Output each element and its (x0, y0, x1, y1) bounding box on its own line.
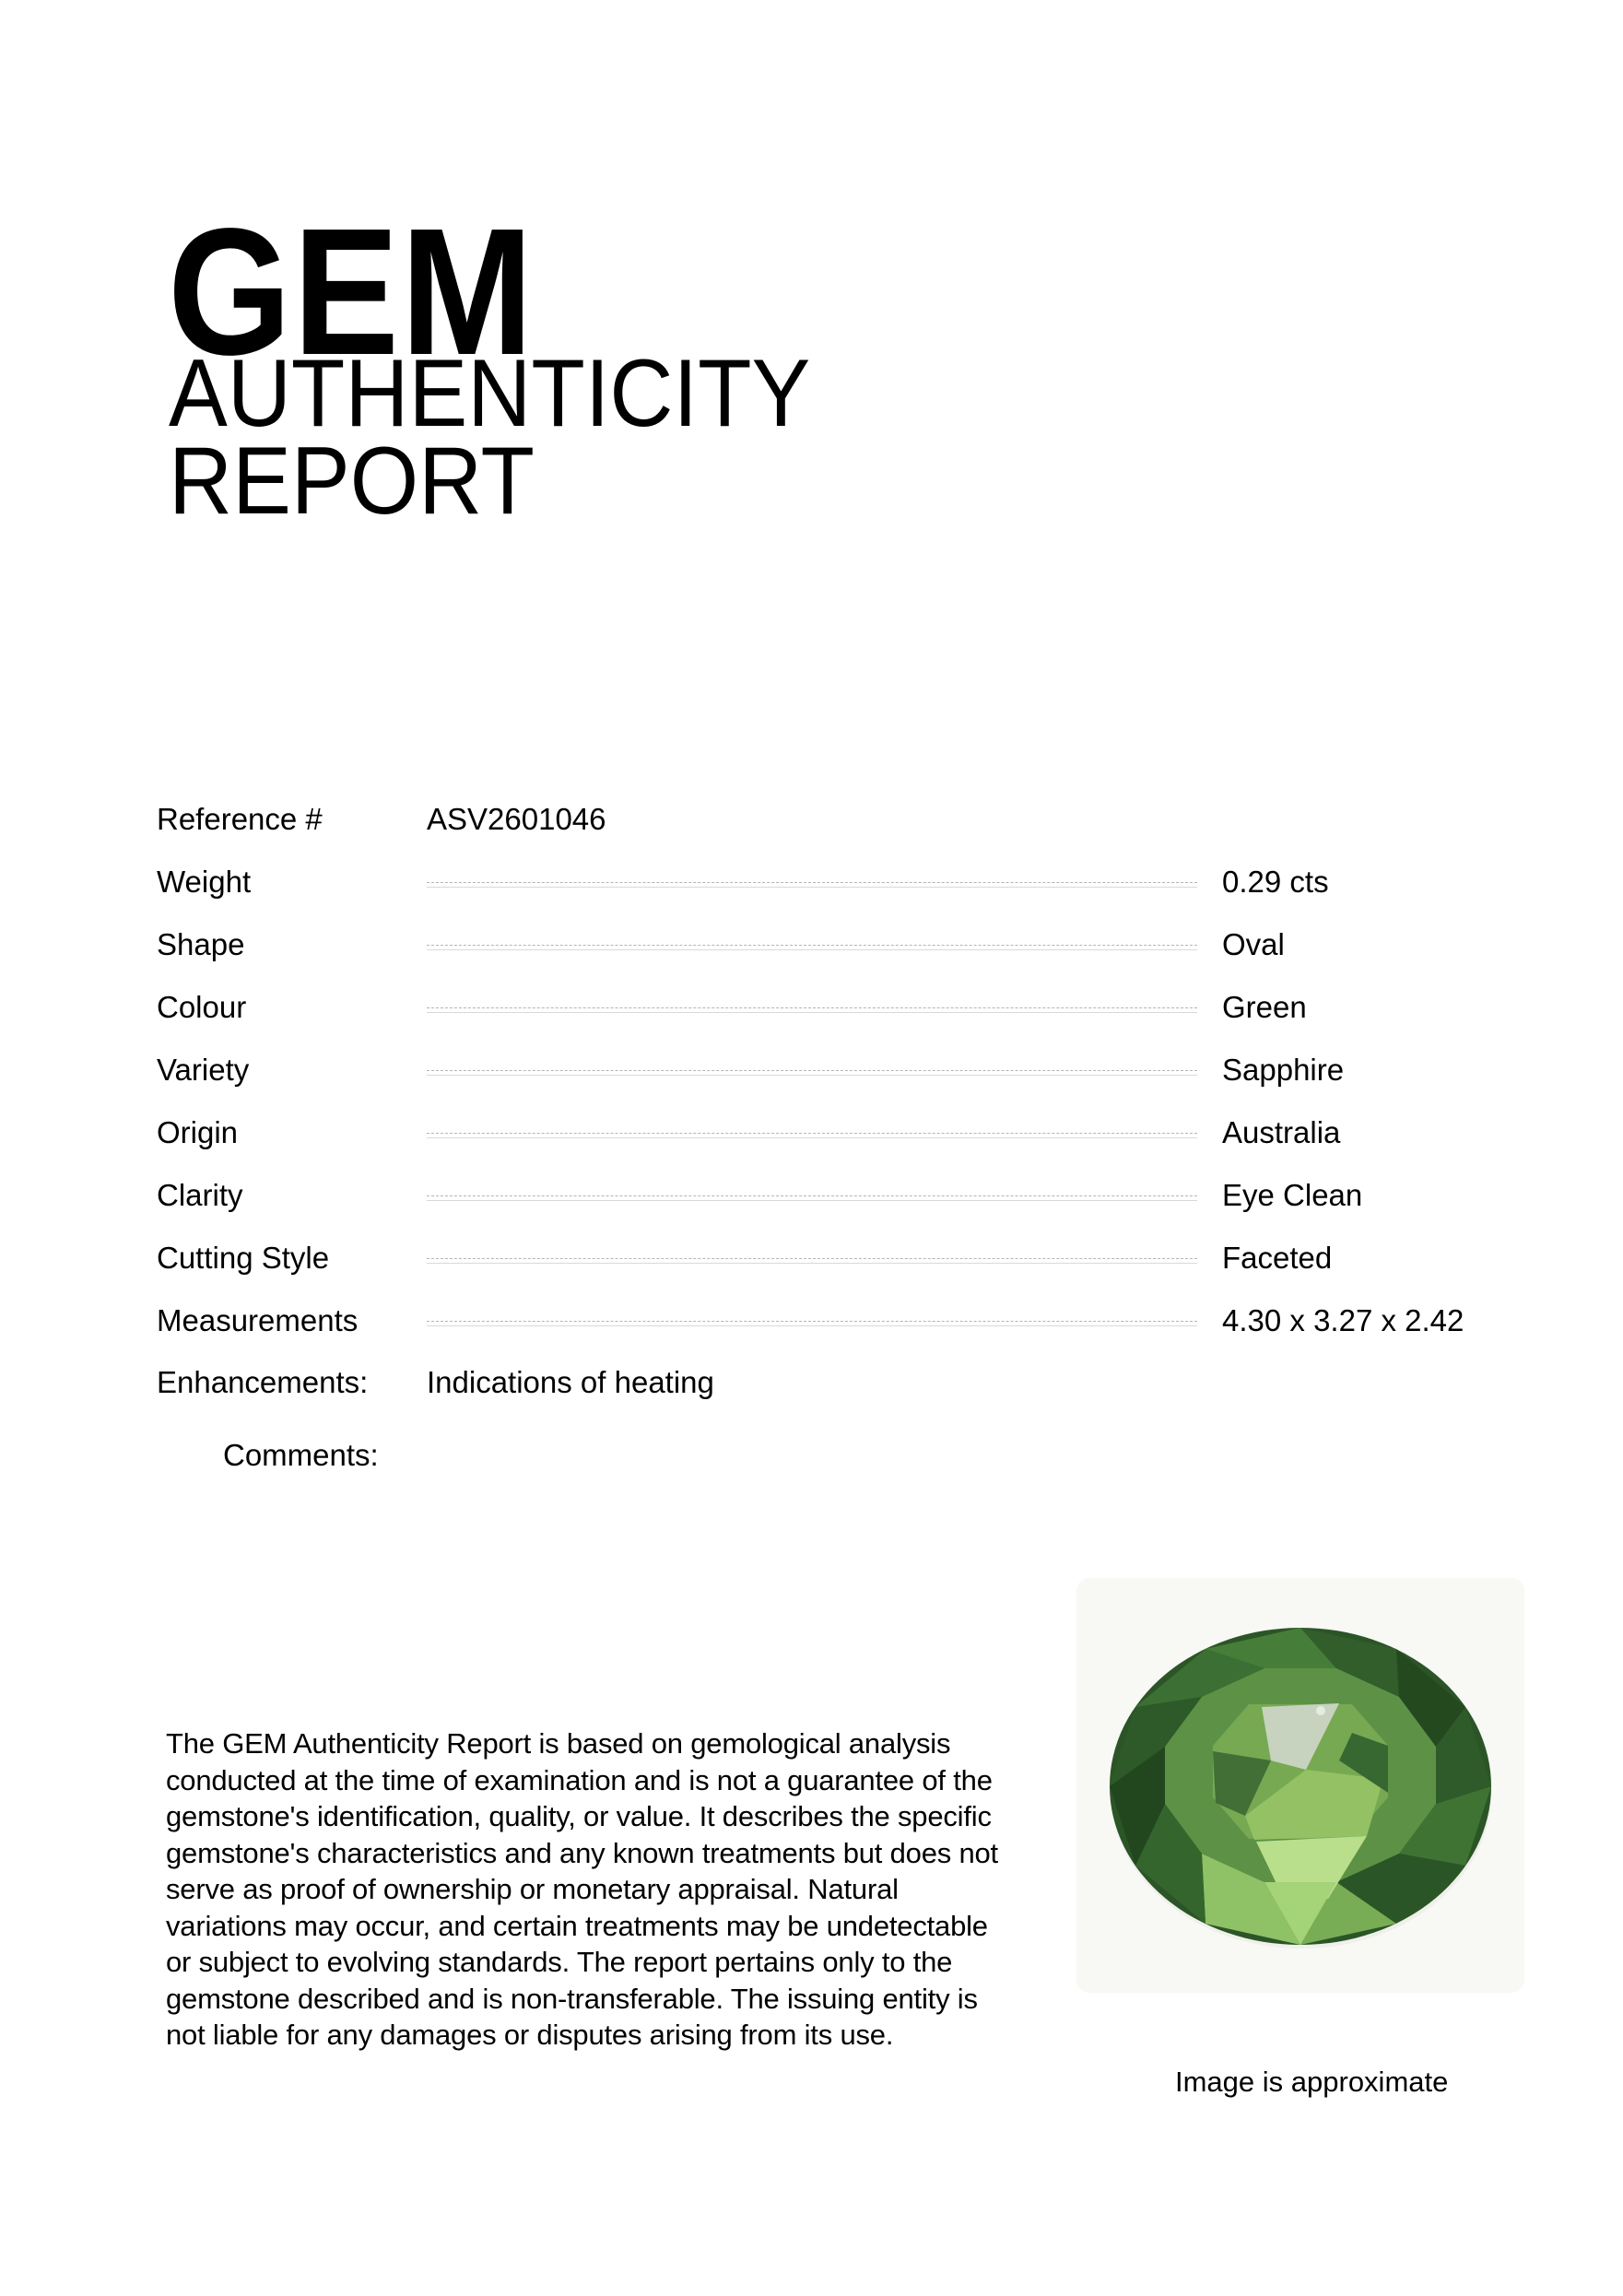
field-value: Oval (1222, 927, 1285, 961)
field-value: Sapphire (1222, 1053, 1345, 1087)
dotted-leader-line (427, 882, 1197, 888)
field-label: Cutting Style (157, 1241, 330, 1275)
field-value: Green (1222, 990, 1307, 1024)
field-label: Measurements (157, 1303, 359, 1337)
dotted-leader-line (427, 1133, 1197, 1138)
field-row-origin (157, 1113, 1495, 1152)
report-subtitle-line2: REPORT (169, 428, 535, 535)
field-label: Origin (157, 1115, 239, 1149)
field-row-shape (157, 925, 1495, 964)
gemstone-image (1076, 1578, 1524, 1993)
field-row-reference (157, 800, 1495, 839)
field-label: Colour (157, 990, 247, 1024)
field-label: Weight (157, 865, 252, 899)
field-row-comments (157, 1436, 1495, 1475)
report-title: GEM (168, 191, 535, 393)
field-value: Faceted (1222, 1241, 1333, 1275)
dotted-leader-line (427, 1195, 1197, 1201)
dotted-leader-line (427, 945, 1197, 950)
field-label: Comments: (223, 1438, 379, 1472)
field-row-variety (157, 1051, 1495, 1089)
field-label: Enhancements: (157, 1365, 369, 1399)
field-row-weight (157, 863, 1495, 901)
field-value: Australia (1222, 1115, 1341, 1149)
field-row-measurements (157, 1301, 1495, 1340)
field-label: Clarity (157, 1178, 243, 1212)
image-caption: Image is approximate (1175, 2066, 1449, 2098)
field-row-cutting-style (157, 1239, 1495, 1278)
field-value: Indications of heating (427, 1365, 714, 1399)
disclaimer-paragraph: The GEM Authenticity Report is based on gemological analysis conducted at the time of examination and is not a guarantee of the gemstone's identification, quality, or value. It describes the specific gemstone's characteristics and any known treatments but does not serve as proof of ownership or monetary appraisal. Natural variations may occur, and certain treatments may be undetectable or subject to evolving standards. The report pertains only to the gemstone described and is non-transferable. The issuing entity is not liable for any damages or disputes arising from its use. (166, 1727, 998, 2051)
field-value: 0.29 cts (1222, 865, 1329, 899)
field-label: Shape (157, 927, 245, 961)
dotted-leader-line (427, 1258, 1197, 1264)
dotted-leader-line (427, 1007, 1197, 1013)
field-label: Variety (157, 1053, 250, 1087)
report-subtitle-line1: AUTHENTICITY (169, 340, 811, 447)
report-subtitle (169, 340, 811, 535)
dotted-leader-line (427, 1070, 1197, 1076)
field-value: 4.30 x 3.27 x 2.42 (1222, 1303, 1464, 1337)
field-value: ASV2601046 (427, 802, 606, 836)
field-row-enhancements (157, 1363, 1495, 1402)
dotted-leader-line (427, 1321, 1197, 1326)
field-row-clarity (157, 1176, 1495, 1215)
field-row-colour (157, 988, 1495, 1027)
field-value: Eye Clean (1222, 1178, 1363, 1212)
field-label: Reference # (157, 802, 323, 836)
